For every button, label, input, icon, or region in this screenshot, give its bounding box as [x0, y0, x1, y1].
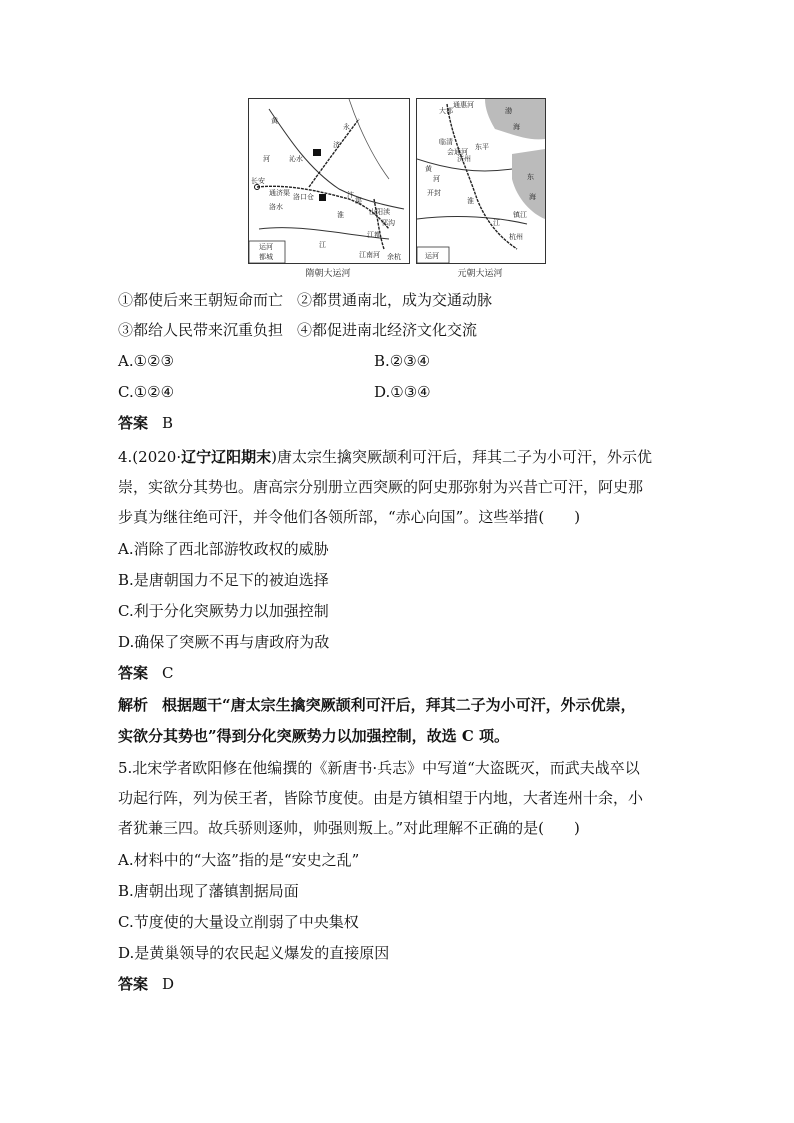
yuan-label-hangzhou: 杭州 — [509, 233, 523, 241]
yuan-label-dong: 东 — [527, 173, 534, 181]
sui-label-he: 河 — [263, 155, 270, 163]
q4-analysis-text-1: 根据题干“唐太宗生擒突厥颉利可汗后，拜其二子为小可汗，外示优崇， — [162, 696, 636, 714]
yuan-label-dongping: 东平 — [475, 143, 489, 151]
q5-stem-line-2: 功起行阵，列为侯王者，皆除节度使。由是方镇相望于内地，大者连州十余，小 — [118, 789, 644, 807]
yuan-map-caption: 元朝大运河 — [457, 269, 503, 279]
yuan-label-jiang: 江 — [493, 219, 500, 227]
sui-label-jiangdu: 江都 — [367, 231, 381, 239]
yuan-label-linqing: 临清 — [439, 138, 453, 146]
sui-label-luokoucang: 洛口仓 — [293, 193, 314, 201]
yuan-label-tonghui: 通惠河 — [453, 101, 474, 109]
sui-label-jiangnanhe: 江南河 — [359, 251, 380, 259]
sui-label-jiang: 江 — [319, 241, 326, 249]
statement-1: ①都使后来王朝短命而亡 — [118, 291, 284, 309]
q4-stem-line-1 — [118, 447, 652, 467]
statements-row-2 — [118, 320, 477, 340]
q4-stem-line-3: 步真为继往绝可汗，并令他们各领所部，“赤心向国”。这些举措( ) — [118, 508, 581, 526]
q3-answer-value: B — [162, 414, 174, 432]
q4-answer — [118, 663, 174, 683]
map-figures — [248, 98, 548, 282]
yuan-label-huai: 淮 — [467, 197, 474, 205]
q5-option-a[interactable]: A.材料中的“大盗”指的是“安史之乱” — [118, 851, 360, 869]
sui-label-huang: 黄 — [271, 117, 278, 125]
sui-label-yuhang: 余杭 — [387, 253, 401, 261]
sui-label-bian: 汴 — [347, 191, 354, 199]
yuan-label-huitong: 会通河 — [447, 148, 468, 156]
sui-label-hangou: 邗沟 — [381, 219, 395, 227]
q5-answer — [118, 974, 174, 994]
q4-option-d[interactable]: D.确保了突厥不再与唐政府为敌 — [118, 633, 330, 651]
yuan-canal-map — [416, 98, 546, 264]
q4-answer-label: 答案 — [118, 664, 149, 682]
q5-stem-line-3: 者犹兼三四。故兵骄则逐帅，帅强则叛上。”对此理解不正确的是( ) — [118, 819, 580, 837]
q4-analysis-line-1 — [118, 695, 636, 715]
q4-option-a[interactable]: A.消除了西北部游牧政权的威胁 — [118, 540, 329, 558]
q4-analysis-label: 解析 — [118, 696, 149, 714]
q5-answer-value: D — [162, 975, 175, 993]
q4-number: 4.(2020· — [118, 448, 182, 466]
q4-option-b[interactable]: B.是唐朝国力不足下的被迫选择 — [118, 571, 329, 589]
q4-answer-value: C — [162, 664, 174, 682]
sui-label-ji: 济 — [333, 141, 340, 149]
q4-stem-line-2: 崇，实欲分其势也。唐高宗分别册立西突厥的阿史那弥射为兴昔亡可汗，阿史那 — [118, 478, 644, 496]
q5-option-c[interactable]: C.节度使的大量设立削弱了中央集权 — [118, 913, 359, 931]
q3-option-d[interactable]: D.①③④ — [374, 383, 431, 401]
yuan-label-hai1: 海 — [513, 123, 520, 131]
sui-label-tongji: 通济渠 — [269, 189, 290, 197]
sui-legend-canal: 运河 — [259, 243, 273, 251]
sui-label-yong: 永 — [343, 123, 350, 131]
sui-label-qu: 渠 — [355, 197, 362, 205]
q5-option-d[interactable]: D.是黄巢领导的农民起义爆发的直接原因 — [118, 944, 390, 962]
q4-source: 辽宁辽阳期末 — [181, 448, 272, 466]
yuan-label-zhenjiang: 镇江 — [513, 211, 527, 219]
statement-2: ②都贯通南北，成为交通动脉 — [297, 291, 493, 309]
sui-label-qinshui: 沁水 — [289, 155, 303, 163]
sui-label-luoshui: 洛水 — [269, 203, 283, 211]
q3-answer — [118, 413, 173, 433]
statement-3: ③都给人民带来沉重负担 — [118, 321, 284, 339]
yuan-label-hai2: 海 — [529, 193, 536, 201]
q5-stem-line-1: 5.北宋学者欧阳修在他编撰的《新唐书·兵志》中写道“大盗既灭，而武夫战卒以 — [118, 759, 640, 777]
yuan-label-jizhou: 济州 — [457, 155, 471, 163]
sui-legend-capital: 都城 — [259, 253, 273, 261]
sui-map-caption: 隋朝大运河 — [305, 269, 351, 279]
yuan-label-dadu: 大都 — [439, 107, 453, 115]
q3-answer-label: 答案 — [118, 414, 149, 432]
yuan-label-bo: 渤 — [505, 107, 512, 115]
sui-label-changan: 长安 — [251, 177, 265, 185]
q5-option-b[interactable]: B.唐朝出现了藩镇割据局面 — [118, 882, 299, 900]
q5-answer-label: 答案 — [118, 975, 149, 993]
q3-option-c[interactable]: C.①②④ — [118, 383, 175, 401]
yuan-label-huang: 黄 — [425, 165, 432, 173]
yuan-legend-canal: 运河 — [425, 252, 439, 260]
yuan-label-kaifeng: 开封 — [427, 189, 441, 197]
sui-canal-map — [248, 98, 410, 264]
sui-label-huai: 淮 — [337, 211, 344, 219]
q4-stem-1: )唐太宗生擒突厥颉利可汗后，拜其二子为小可汗，外示优 — [271, 448, 652, 466]
q4-analysis-line-2: 实欲分其势也”得到分化突厥势力以加强控制，故选 C 项。 — [118, 727, 510, 745]
q3-option-b[interactable]: B.②③④ — [374, 352, 431, 370]
sui-label-shanyangdu: 山阳渎 — [369, 208, 390, 216]
q4-option-c[interactable]: C.利于分化突厥势力以加强控制 — [118, 602, 329, 620]
statements-row-1 — [118, 290, 492, 310]
yuan-label-he: 河 — [433, 175, 440, 183]
statement-4: ④都促进南北经济文化交流 — [297, 321, 478, 339]
q3-option-a[interactable]: A.①②③ — [118, 352, 174, 370]
